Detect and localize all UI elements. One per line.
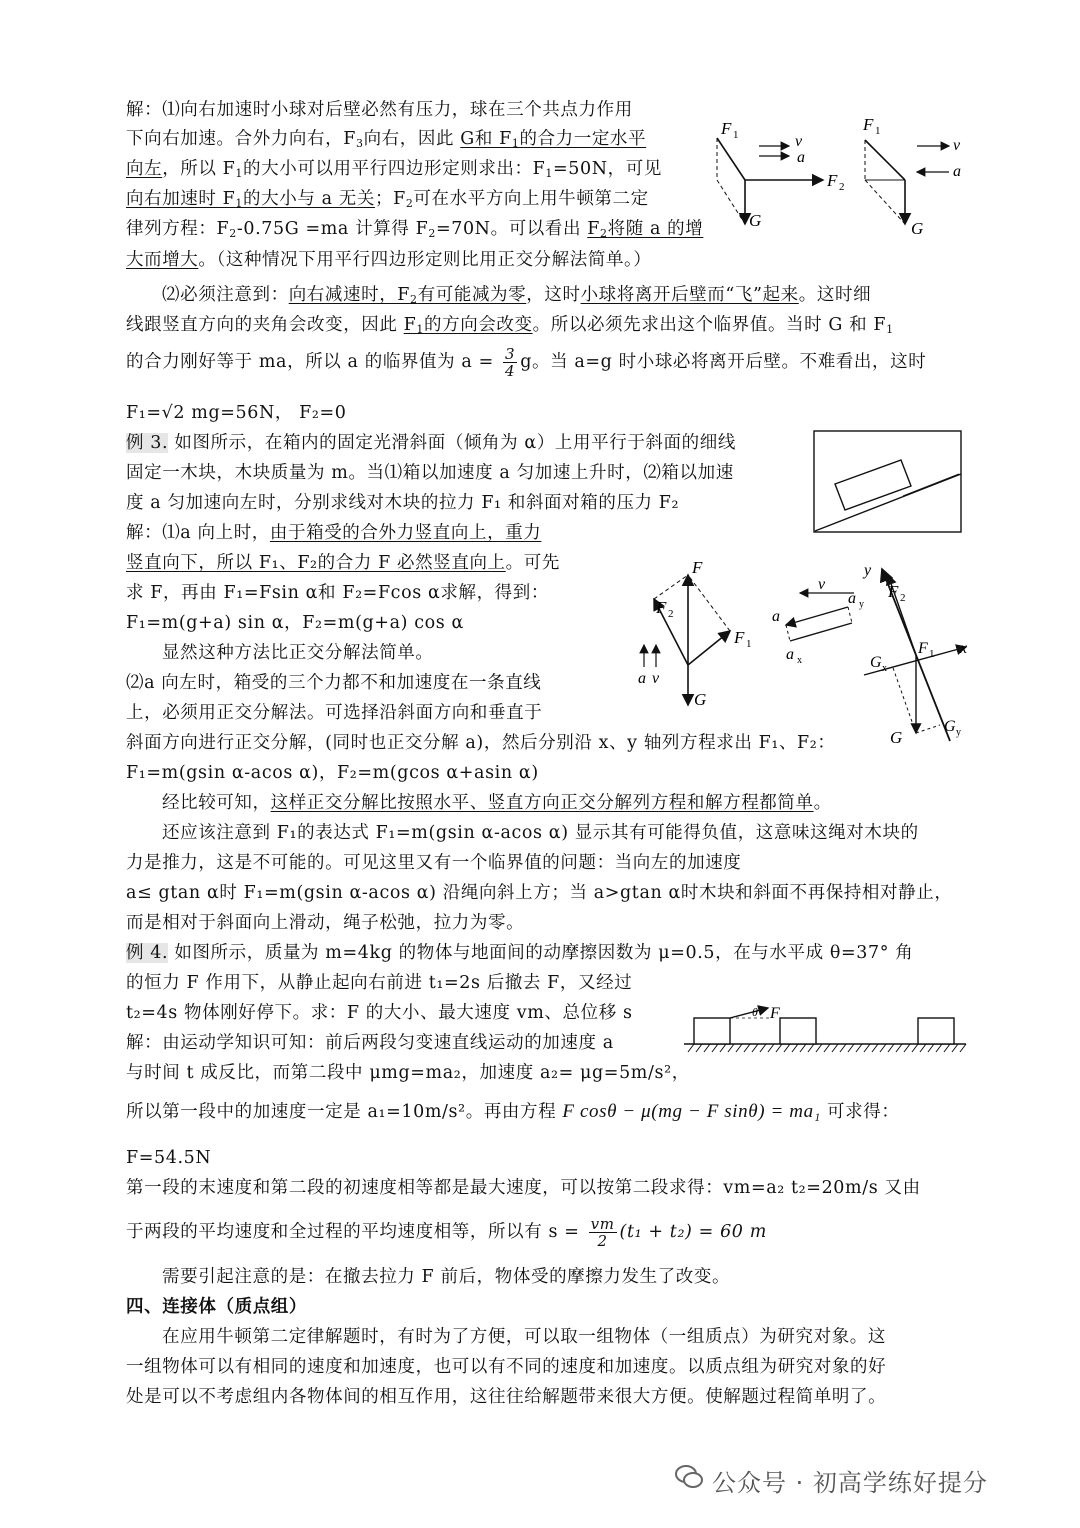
text-line: 经比较可知，这样正交分解比按照水平、竖直方向正交分解列方程和解方程都简单。: [162, 793, 832, 813]
text-line: 还应该注意到 F₁的表达式 F₁=m(gsin α-acos α) 显示其有可能得负值，这意味这绳对木块的: [162, 823, 919, 843]
text-line: 于两段的平均速度和全过程的平均速度相等，所以有 s = $\frac{vm}{2}$ (t₁ + t₂) = 60 m: [126, 1215, 767, 1250]
example-4-line: 例 4. 如图所示，质量为 m=4kg 的物体与地面间的动摩擦因数为 μ=0.5，在与水平成 θ=37° 角: [126, 943, 914, 963]
svg-text:a: a: [797, 149, 805, 166]
svg-text:G: G: [694, 690, 707, 709]
svg-text:a: a: [772, 608, 780, 625]
example-3-line: 例 3. 如图所示，在箱内的固定光滑斜面（倾角为 α）上用平行于斜面的细线: [126, 433, 736, 453]
svg-text:G: G: [749, 211, 762, 230]
text-line: 一组物体可以有相同的速度和加速度，也可以有不同的速度和加速度。以质点组为研究对象的好: [126, 1357, 887, 1377]
svg-text:y: y: [864, 562, 872, 579]
text-line: 向左，所以 $F_1$的大小可以用平行四边形定则求出：$F_1=50N$，可见: [126, 159, 662, 180]
svg-text:F: F: [827, 171, 838, 190]
example-label: 例 3.: [126, 433, 169, 453]
wechat-logo-icon: [674, 1463, 704, 1491]
text-line: t₂=4s 物体刚好停下。求：F 的大小、最大速度 vm、总位移 s: [126, 1003, 633, 1023]
text-line: 解：⑴a 向上时，由于箱受的合外力竖直向上，重力: [126, 523, 542, 543]
text-line: 力是推力，这是不可能的。可见这里又有一个临界值的问题：当向左的加速度: [126, 853, 742, 873]
svg-text:a: a: [786, 646, 794, 663]
text-line: F₁=m(gsin α-acos α)，F₂=m(gcos α+asin α): [126, 763, 539, 783]
svg-text:2: 2: [900, 592, 906, 604]
svg-text:v: v: [953, 137, 961, 154]
svg-text:v: v: [795, 133, 803, 150]
text-line: 上，必须用正交分解法。可选择沿斜面方向和垂直于: [126, 703, 543, 723]
svg-text:G: G: [870, 654, 882, 671]
svg-text:F: F: [888, 582, 899, 601]
text-line: 与时间 t 成反比，而第二段中 μmg=ma₂，加速度 a₂= μg=5m/s²，: [126, 1063, 690, 1083]
svg-text:y: y: [859, 599, 864, 610]
text-line: 度 a 匀加速向左时，分别求线对木块的拉力 F₁ 和斜面对箱的压力 F₂: [126, 493, 680, 513]
text-line: 线跟竖直方向的夹角会改变，因此 $F_1$的方向会改变。所以必须先求出这个临界值。当时 G 和 $F_1$: [126, 315, 894, 336]
text-line: 第一段的末速度和第二段的初速度相等都是最大速度，可以按第二段求得：vm=a₂ t₂=20m/s 又由: [126, 1178, 921, 1198]
section-heading: 四、连接体（质点组）: [126, 1297, 307, 1317]
label-F1: F: [721, 119, 732, 138]
ground-blocks-figure: [680, 1005, 970, 1064]
text-line: 大而增大。（这种情况下用平行四边形定则比用正交分解法简单。）: [126, 250, 652, 270]
svg-text:a: a: [953, 163, 961, 180]
text-line: 固定一木块，木块质量为 m。当⑴箱以加速度 a 匀加速上升时，⑵箱以加速: [126, 463, 734, 483]
text-line: 而是相对于斜面向上滑动，绳子松弛，拉力为零。: [126, 913, 525, 933]
svg-text:G: G: [944, 718, 956, 735]
svg-text:1: 1: [733, 129, 739, 141]
svg-text:y: y: [956, 727, 961, 738]
force-diagrams-incline: [630, 555, 975, 750]
svg-text:1: 1: [746, 638, 752, 650]
svg-text:1: 1: [875, 125, 881, 137]
svg-text:x: x: [797, 655, 802, 666]
svg-text:1: 1: [929, 648, 935, 660]
svg-text:2: 2: [839, 181, 845, 193]
svg-text:x: x: [882, 663, 887, 674]
svg-text:F: F: [656, 598, 667, 617]
watermark-text: 公众号 · 初高学练好提分: [712, 1469, 988, 1497]
svg-text:v: v: [818, 576, 826, 593]
text-line: a≤ gtan α时 F₁=m(gsin α-acos α) 沿绳向斜上方；当 a>gtan α时木块和斜面不再保持相对静止，: [126, 883, 953, 903]
text-line: 竖直向下，所以 F₁、F₂的合力 F 必然竖直向上。可先: [126, 553, 560, 573]
force-diagram-accelerating: [705, 112, 970, 242]
example-label: 例 4.: [126, 943, 169, 963]
text-line: 解：⑴向右加速时小球对后壁必然有压力，球在三个共点力作用: [126, 100, 633, 120]
svg-text:F: F: [863, 115, 874, 134]
svg-text:G: G: [890, 728, 903, 747]
text-line: F₁=m(g+a) sin α，F₂=m(g+a) cos α: [126, 613, 464, 633]
svg-text:a: a: [638, 670, 646, 687]
text-line: 需要引起注意的是：在撤去拉力 F 前后，物体受的摩擦力发生了改变。: [162, 1267, 731, 1287]
text-line: ⑵必须注意到：向右减速时，$F_2$有可能减为零，这时小球将离开后壁而“飞”起来。这时细: [162, 285, 872, 306]
svg-text:F: F: [770, 1005, 780, 1022]
text-line: 解：由运动学知识可知：前后两段匀变速直线运动的加速度 a: [126, 1033, 614, 1053]
svg-text:F: F: [918, 640, 928, 657]
text-line: 律列方程：$F_2-0.75G =ma$ 计算得 $F_2=70N$。可以看出 $F_2$将随 a 的增: [126, 219, 704, 240]
box-incline-figure: [813, 430, 963, 534]
svg-text:v: v: [652, 670, 660, 687]
svg-text:x: x: [960, 640, 968, 657]
text-line: ⑵a 向左时，箱受的三个力都不和加速度在一条直线: [126, 673, 542, 693]
text-line: 下向右加速。合外力向右，$F_3$向右，因此 G和 $F_1$的合力一定水平: [126, 129, 647, 150]
svg-text:a: a: [848, 590, 856, 607]
text-line: 所以第一段中的加速度一定是 a₁=10m/s²。再由方程 F cosθ − μ(mg − F sinθ) = ma₁ 可求得：: [126, 1101, 900, 1122]
text-line: 的恒力 F 作用下，从静止起向右前进 t₁=2s 后撤去 F，又经过: [126, 973, 633, 993]
text-line: F=54.5N: [126, 1148, 212, 1168]
text-line: 显然这种方法比正交分解法简单。: [162, 643, 434, 663]
svg-text:θ: θ: [752, 1005, 758, 1019]
text-line: 向右加速时 $F_1$的大小与 a 无关；$F_2$可在水平方向上用牛顿第二定: [126, 189, 649, 210]
text-line: 的合力刚好等于 ma，所以 a 的临界值为 a = $\frac{3}{4}$ g。当 a=g 时小球必将离开后壁。不难看出，这时: [126, 345, 927, 380]
svg-text:2: 2: [668, 608, 674, 620]
text-line: F₁=√2 mg=56N， F₂=0: [126, 403, 347, 423]
svg-text:F: F: [734, 628, 745, 647]
svg-text:G: G: [911, 219, 924, 238]
text-line: 在应用牛顿第二定律解题时，有时为了方便，可以取一组物体（一组质点）为研究对象。这: [162, 1327, 886, 1347]
text-line: 斜面方向进行正交分解，(同时也正交分解 a)，然后分别沿 x、y 轴列方程求出 F₁、F₂：: [126, 733, 836, 753]
text-line: 求 F，再由 F₁=Fsin α和 F₂=Fcos α求解，得到：: [126, 583, 549, 603]
svg-text:F: F: [692, 558, 703, 577]
text-line: 处是可以不考虑组内各物体间的相互作用，这往往给解题带来很大方便。使解题过程简单明了。: [126, 1387, 887, 1407]
